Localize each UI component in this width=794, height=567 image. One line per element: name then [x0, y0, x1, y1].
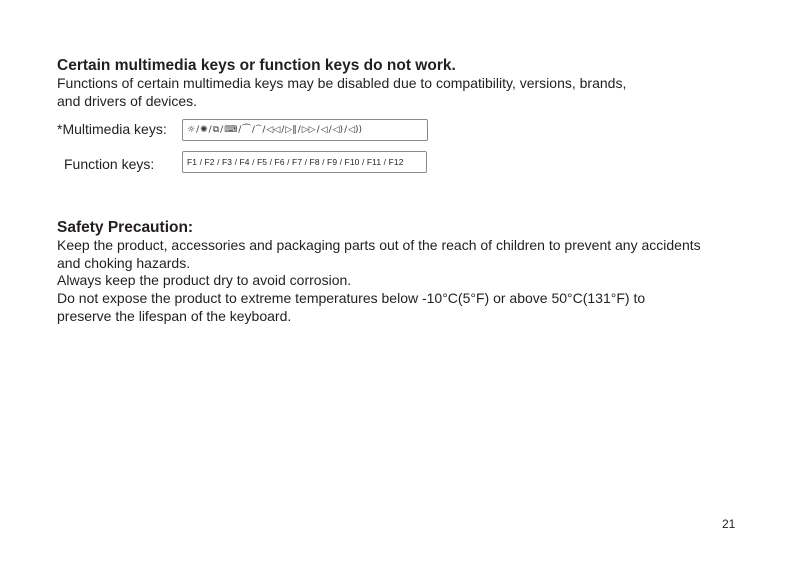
function-keys-label: Function keys: — [64, 156, 155, 172]
brightness-down-icon: ☼ — [187, 125, 196, 135]
function-keys-list: F1 / F2 / F3 / F4 / F5 / F6 / F7 / F8 / F9 / F10 / F11 / F12 — [187, 157, 404, 167]
multimedia-keys-label: *Multimedia keys: — [57, 121, 167, 137]
page-number: 21 — [722, 517, 736, 531]
safety-line-3: Always keep the product dry to avoid corrosion. — [57, 272, 352, 288]
separator: / — [262, 125, 266, 135]
screen-switch-icon: ⧉ — [212, 125, 220, 135]
separator: / — [208, 125, 212, 135]
backlight-up-icon: ⏞ — [255, 125, 262, 135]
multimedia-keys-box — [182, 119, 428, 141]
compatibility-line-2: and drivers of devices. — [57, 93, 198, 109]
next-track-icon: ▷▷ — [301, 125, 316, 135]
separator: / — [281, 125, 285, 135]
safety-line-5: preserve the lifespan of the keyboard. — [57, 308, 292, 324]
compatibility-line-1: Functions of certain multimedia keys may be disabled due to compatibility, versions, brands, — [57, 75, 627, 91]
volume-up-icon: ◁)) — [348, 125, 363, 135]
separator: / — [238, 125, 242, 135]
separator: / — [297, 125, 301, 135]
volume-down-icon: ◁) — [332, 125, 344, 135]
separator: / — [328, 125, 332, 135]
backlight-down-icon: ⏜ — [242, 125, 251, 135]
function-keys-box — [182, 151, 427, 173]
play-pause-icon: ▷‖ — [285, 125, 297, 135]
safety-line-4: Do not expose the product to extreme temperatures below -10°C(5°F) or above 50°C(131°F) to — [57, 290, 646, 306]
previous-track-icon: ◁◁ — [266, 125, 281, 135]
compatibility-heading: Certain multimedia keys or function keys do not work. — [57, 57, 456, 74]
brightness-up-icon: ✺ — [200, 125, 208, 135]
separator: / — [316, 125, 320, 135]
separator: / — [344, 125, 348, 135]
separator: / — [196, 125, 200, 135]
safety-line-2: and choking hazards. — [57, 255, 191, 271]
separator: / — [251, 125, 255, 135]
safety-heading: Safety Precaution: — [57, 219, 194, 236]
safety-line-1: Keep the product, accessories and packaging parts out of the reach of children to prevent any accidents — [57, 237, 701, 253]
keyboard-backlight-icon: ⌨ — [224, 125, 238, 135]
mute-icon: ◁ — [320, 125, 328, 135]
separator: / — [220, 125, 224, 135]
